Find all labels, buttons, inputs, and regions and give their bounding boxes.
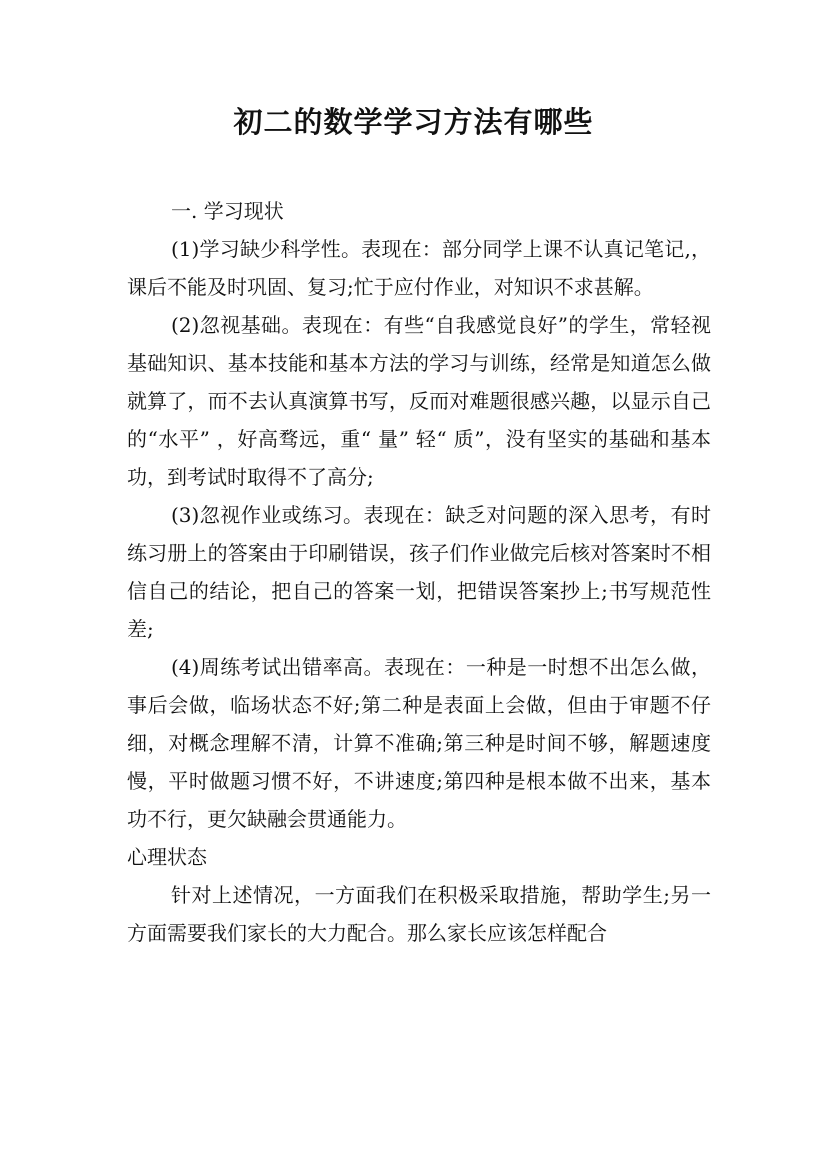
subheading: 心理状态	[127, 845, 207, 869]
document-body	[127, 192, 711, 952]
paragraph-3: (3)忽视作业或练习。表现在：缺乏对问题的深入思考，有时练习册上的答案由于印刷错误，孩子们作业做完后核对答案时不相信自己的结论，把自己的答案一划，把错误答案抄上;书写规范性差;	[127, 503, 711, 641]
section-heading: 一. 学习现状	[171, 199, 284, 223]
paragraph-4: (4)周练考试出错率高。表现在：一种是一时想不出怎么做，事后会做，临场状态不好;第二种是表面上会做，但由于审题不仔细，对概念理解不清，计算不准确;第三种是时间不够，解题速度慢，平时做题习惯不好，不讲速度;第四种是根本做不出来，基本功不行，更欠缺融会贯通能力。	[127, 655, 711, 831]
paragraph-1: (1)学习缺少科学性。表现在：部分同学上课不认真记笔记,，课后不能及时巩固、复习;忙于应付作业，对知识不求甚解。	[127, 237, 711, 299]
document-title: 初二的数学学习方法有哪些	[233, 105, 594, 139]
paragraph-2: (2)忽视基础。表现在：有些“自我感觉良好”的学生，常轻视基础知识、基本技能和基本方法的学习与训练，经常是知道怎么做就算了，而不去认真演算书写，反而对难题很感兴趣，以显示自己的“水平” ，好高骛远，重“ 量” 轻“ 质”，没有坚实的基础和基本功，到考试时取得不了高分;	[127, 313, 711, 489]
closing-paragraph: 针对上述情况，一方面我们在积极采取措施，帮助学生;另一方面需要我们家长的大力配合。那么家长应该怎样配合	[127, 883, 711, 945]
